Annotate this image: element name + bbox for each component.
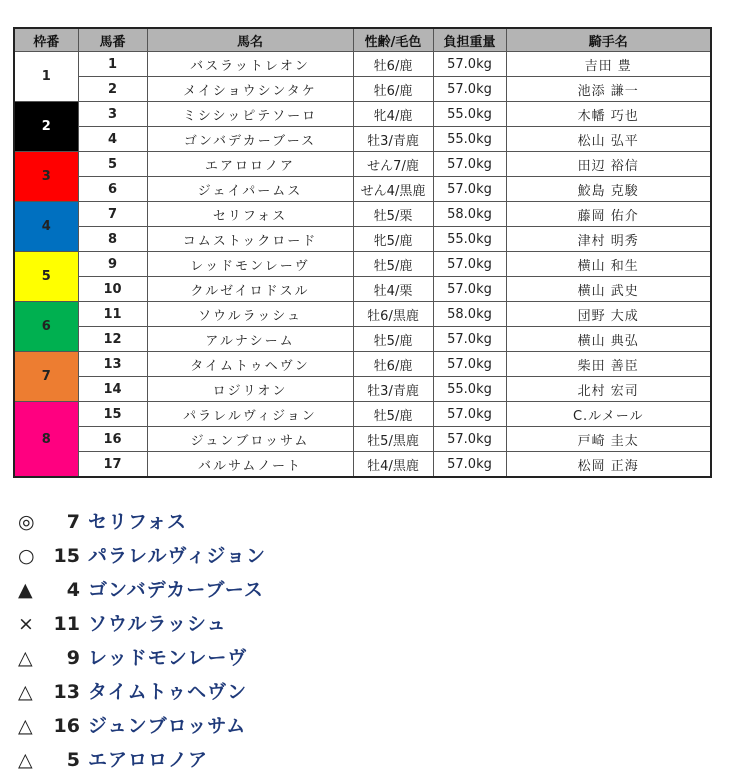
sex-age-color-cell: 牡5/鹿 [353,402,433,427]
mark-symbol: △ [18,715,33,737]
mark-horse-number: 7 [66,511,80,533]
horse-name-cell: ジェイパームス [147,177,353,202]
horse-name-cell: タイムトゥヘヴン [147,352,353,377]
jockey-cell: 北村 宏司 [506,377,711,402]
mark-horse-number: 15 [53,545,80,567]
jockey-cell: 吉田 豊 [506,52,711,77]
mark-item [18,573,266,607]
table-row [14,427,711,452]
horse-number-cell: 13 [78,352,147,377]
weight-cell: 58.0kg [433,202,506,227]
sex-age-color-cell: 牡3/青鹿 [353,377,433,402]
table-row [14,252,711,277]
weight-cell: 57.0kg [433,402,506,427]
horse-number-cell: 9 [78,252,147,277]
mark-horse-name: ゴンバデカーブース [88,579,264,601]
table-row [14,227,711,252]
table-row [14,327,711,352]
jockey-cell: C.ルメール [506,402,711,427]
jockey-cell: 木幡 巧也 [506,102,711,127]
jockey-cell: 藤岡 佑介 [506,202,711,227]
jockey-cell: 柴田 善臣 [506,352,711,377]
horse-name-cell: セリフォス [147,202,353,227]
mark-horse-name: ソウルラッシュ [88,613,227,635]
mark-symbol: △ [18,749,33,771]
horse-number-cell: 7 [78,202,147,227]
horse-name-cell: パラレルヴィジョン [147,402,353,427]
sex-age-color-cell: せん4/黒鹿 [353,177,433,202]
weight-cell: 55.0kg [433,102,506,127]
horse-number-cell: 6 [78,177,147,202]
weight-cell: 55.0kg [433,227,506,252]
jockey-cell: 津村 明秀 [506,227,711,252]
horse-number-cell: 14 [78,377,147,402]
mark-horse-number: 11 [53,613,80,635]
header-horse-name: 馬名 [147,28,353,52]
table-row [14,52,711,77]
horse-name-cell: ロジリオン [147,377,353,402]
weight-cell: 58.0kg [433,302,506,327]
sex-age-color-cell: 牡6/黒鹿 [353,302,433,327]
weight-cell: 57.0kg [433,77,506,102]
weight-cell: 57.0kg [433,152,506,177]
waku-cell: 1 [14,52,78,102]
mark-horse-number: 16 [53,715,80,737]
sex-age-color-cell: 牡4/黒鹿 [353,452,433,478]
mark-horse-number: 13 [53,681,80,703]
entry-table [13,27,712,478]
header-waku: 枠番 [14,28,78,52]
sex-age-color-cell: 牡6/鹿 [353,52,433,77]
weight-cell: 55.0kg [433,127,506,152]
horse-name-cell: クルゼイロドスル [147,277,353,302]
horse-number-cell: 4 [78,127,147,152]
jockey-cell: 戸崎 圭太 [506,427,711,452]
jockey-cell: 横山 典弘 [506,327,711,352]
sex-age-color-cell: 牡5/黒鹿 [353,427,433,452]
horse-name-cell: メイショウシンタケ [147,77,353,102]
jockey-cell: 池添 謙一 [506,77,711,102]
horse-number-cell: 1 [78,52,147,77]
mark-horse-name: エアロロノア [88,749,209,771]
horse-number-cell: 11 [78,302,147,327]
horse-number-cell: 10 [78,277,147,302]
weight-cell: 55.0kg [433,377,506,402]
waku-cell: 7 [14,352,78,402]
horse-number-cell: 16 [78,427,147,452]
horse-name-cell: アルナシーム [147,327,353,352]
horse-name-cell: レッドモンレーヴ [147,252,353,277]
table-row [14,352,711,377]
horse-name-cell: ミシシッピテソーロ [147,102,353,127]
jockey-cell: 田辺 裕信 [506,152,711,177]
mark-horse-name: ジュンブロッサム [88,715,247,737]
mark-symbol: ◎ [18,511,35,533]
mark-horse-name: セリフォス [88,511,188,533]
weight-cell: 57.0kg [433,277,506,302]
jockey-cell: 鮫島 克駿 [506,177,711,202]
horse-name-cell: エアロロノア [147,152,353,177]
table-row [14,102,711,127]
table-header [14,28,711,52]
horse-name-cell: バスラットレオン [147,52,353,77]
header-umaban: 馬番 [78,28,147,52]
sex-age-color-cell: 牡3/青鹿 [353,127,433,152]
waku-cell: 2 [14,102,78,152]
table-row [14,402,711,427]
sex-age-color-cell: 牡5/鹿 [353,327,433,352]
jockey-cell: 横山 武史 [506,277,711,302]
weight-cell: 57.0kg [433,427,506,452]
sex-age-color-cell: 牝5/鹿 [353,227,433,252]
mark-symbol: ○ [18,545,35,567]
table-row [14,202,711,227]
horse-name-cell: バルサムノート [147,452,353,478]
mark-item [18,709,266,743]
jockey-cell: 団野 大成 [506,302,711,327]
header-sex-age-color: 性齢/毛色 [353,28,433,52]
mark-horse-number: 5 [66,749,80,771]
horse-number-cell: 2 [78,77,147,102]
mark-horse-name: パラレルヴィジョン [88,545,267,567]
mark-item [18,539,266,573]
header-jockey: 騎手名 [506,28,711,52]
mark-item [18,607,266,641]
sex-age-color-cell: 牡5/栗 [353,202,433,227]
jockey-cell: 松山 弘平 [506,127,711,152]
horse-name-cell: ジュンブロッサム [147,427,353,452]
horse-number-cell: 8 [78,227,147,252]
weight-cell: 57.0kg [433,52,506,77]
horse-number-cell: 15 [78,402,147,427]
table-row [14,127,711,152]
table-row [14,177,711,202]
waku-cell: 6 [14,302,78,352]
weight-cell: 57.0kg [433,452,506,478]
table-row [14,377,711,402]
mark-item [18,675,266,709]
table-body [14,52,711,478]
jockey-cell: 横山 和生 [506,252,711,277]
waku-cell: 8 [14,402,78,478]
table-row [14,302,711,327]
sex-age-color-cell: 牡6/鹿 [353,77,433,102]
mark-symbol: △ [18,647,33,669]
horse-number-cell: 17 [78,452,147,478]
header-row [14,28,711,52]
weight-cell: 57.0kg [433,352,506,377]
waku-cell: 5 [14,252,78,302]
mark-symbol: × [18,613,34,635]
waku-cell: 4 [14,202,78,252]
prediction-marks [18,505,266,777]
table-row [14,452,711,478]
mark-horse-name: タイムトゥヘヴン [88,681,248,703]
sex-age-color-cell: 牡6/鹿 [353,352,433,377]
mark-item [18,743,266,777]
weight-cell: 57.0kg [433,177,506,202]
horse-name-cell: ソウルラッシュ [147,302,353,327]
header-weight: 負担重量 [433,28,506,52]
horse-number-cell: 5 [78,152,147,177]
sex-age-color-cell: 牡5/鹿 [353,252,433,277]
sex-age-color-cell: せん7/鹿 [353,152,433,177]
horse-number-cell: 12 [78,327,147,352]
mark-item [18,505,266,539]
horse-name-cell: コムストックロード [147,227,353,252]
horse-name-cell: ゴンバデカーブース [147,127,353,152]
mark-item [18,641,266,675]
mark-symbol: ▲ [18,579,33,601]
table-row [14,277,711,302]
mark-horse-number: 9 [66,647,80,669]
mark-symbol: △ [18,681,33,703]
horse-number-cell: 3 [78,102,147,127]
mark-horse-number: 4 [66,579,80,601]
mark-horse-name: レッドモンレーヴ [88,647,248,669]
sex-age-color-cell: 牡4/栗 [353,277,433,302]
jockey-cell: 松岡 正海 [506,452,711,478]
weight-cell: 57.0kg [433,327,506,352]
weight-cell: 57.0kg [433,252,506,277]
waku-cell: 3 [14,152,78,202]
table-row [14,77,711,102]
sex-age-color-cell: 牝4/鹿 [353,102,433,127]
table-row [14,152,711,177]
